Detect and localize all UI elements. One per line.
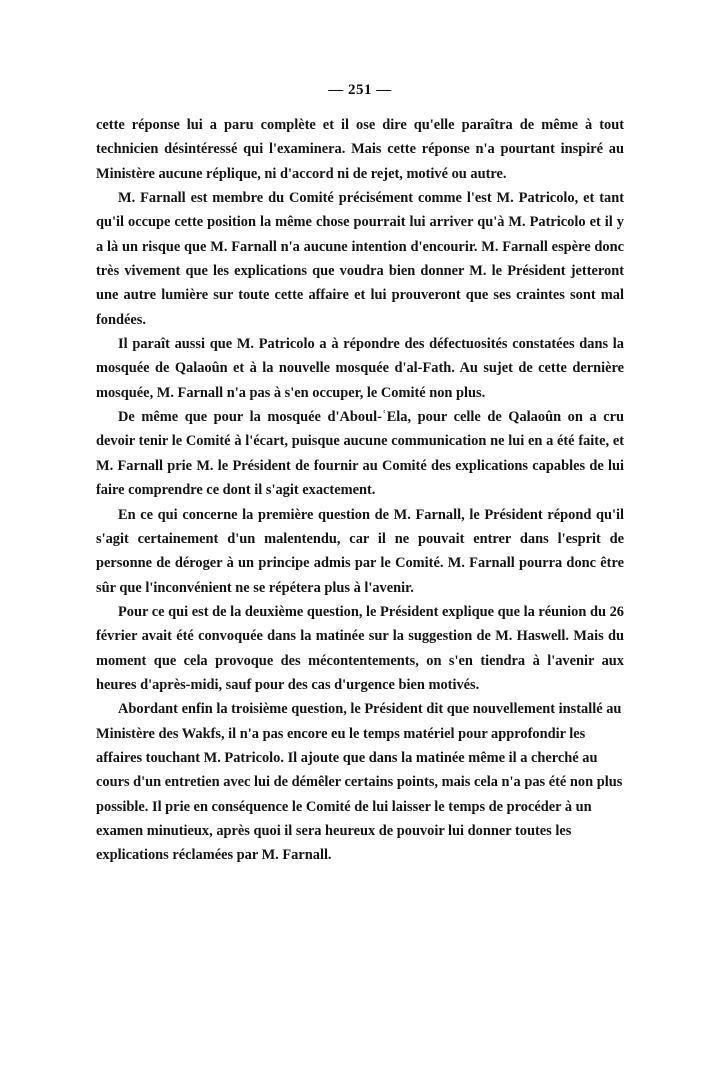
paragraph: Abordant enfin la troisième question, le Président dit que nouvellement installé au Ministère des Wakfs, il n'a pas encore eu le temps matériel pour approfondir les affaires touchant M. Patricolo. Il ajoute que dans la matinée même il a cherché au cours d'un entretien avec lui de démêler certains points, mais cela n'a pas été non plus possible. Il prie en conséquence le Comité de lui laisser le temps de procéder à un examen minutieux, après quoi il sera heureux de pouvoir lui donner toutes les explications réclamées par M. Farnall.: [96, 701, 623, 864]
page-number: — 251 —: [328, 82, 392, 98]
paragraph: De même que pour la mosquée d'Aboul-ʿEla, pour celle de Qalaoûn on a cru devoir tenir le Comité à l'écart, puisque aucune communication ne lui en a été faite, et M. Farnall prie M. le Président de fournir au Comité des explications capables de lui faire comprendre ce dont il s'agit exactement.: [96, 409, 624, 499]
paragraph: En ce qui concerne la première question de M. Farnall, le Président répond qu'il s'agit certainement d'un malentendu, car il ne pouvait entrer dans l'esprit de personne de déroger à un principe admis par le Comité. M. Farnall pourra donc être sûr que l'inconvénient ne se répétera plus à l'avenir.: [96, 506, 624, 596]
paragraph: Pour ce qui est de la deuxième question, le Président explique que la réunion du 26 février avait été convoquée dans la matinée sur la suggestion de M. Haswell. Mais du moment que cela provoque des mécontentements, on s'en tiendra à l'avenir aux heures d'après-midi, sauf pour des cas d'urgence bien motivés.: [96, 603, 624, 693]
paragraph: cette réponse lui a paru complète et il ose dire qu'elle paraîtra de même à tout technicien désintéressé qui l'examinera. Mais cette réponse n'a pourtant inspiré au Ministère aucune réplique, ni d'accord ni de rejet, motivé ou autre.: [96, 117, 624, 182]
paragraph: M. Farnall est membre du Comité précisément comme l'est M. Patricolo, et tant qu'il occupe cette position la même chose pourrait lui arriver qu'à M. Patricolo et il y a là un risque que M. Farnall n'a aucune intention d'encourir. M. Farnall espère donc très vivement que les explications que voudra bien donner M. le Président jetteront une autre lumière sur toute cette affaire et lui prouveront que ses craintes sont mal fondées.: [96, 190, 624, 328]
page-body: [96, 113, 624, 868]
paragraph: Il paraît aussi que M. Patricolo a à répondre des défectuosités constatées dans la mosquée de Qalaoûn et à la nouvelle mosquée d'al-Fath. Au sujet de cette dernière mosquée, M. Farnall n'a pas à s'en occuper, le Comité non plus.: [96, 336, 624, 401]
